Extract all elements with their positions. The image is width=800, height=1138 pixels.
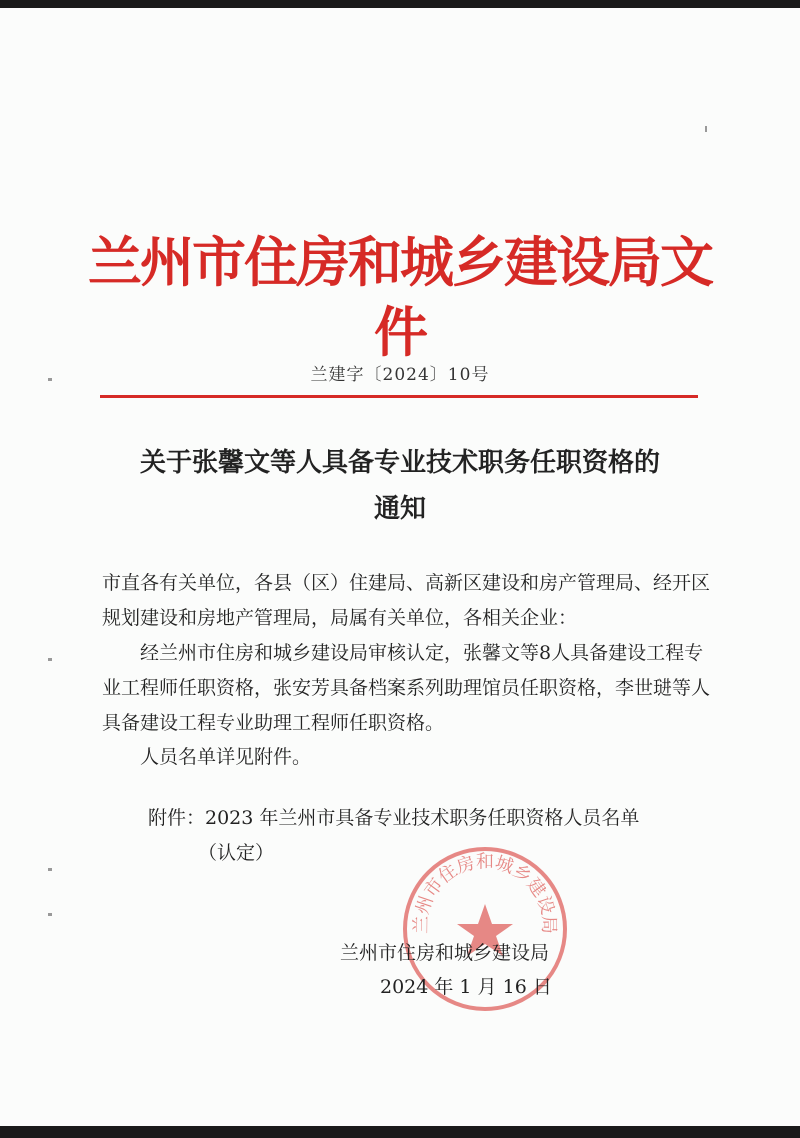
- scan-mark: [48, 658, 52, 661]
- notice-title-line-1: 关于张馨文等人具备专业技术职务任职资格的: [139, 448, 660, 478]
- scan-mark: [705, 126, 707, 132]
- seal-text: 兰州市住房和城乡建设局: [410, 851, 560, 934]
- signature-organization: 兰州市住房和城乡建设局: [340, 942, 550, 964]
- notice-title-line-2: 通知: [373, 494, 426, 524]
- addressee-paragraph: 市直各有关单位，各县（区）住建局、高新区建设和房产管理局、经开区规划建设和房地产管理局，局属有关单位，各相关企业：: [102, 572, 711, 629]
- signature-block: [340, 936, 640, 1004]
- document-number: 兰建字〔2024〕10号: [310, 365, 490, 385]
- document-page: [0, 8, 800, 1126]
- signature-date: 2024 年 1 月 16 日: [380, 976, 552, 998]
- scan-mark: [48, 378, 52, 381]
- scan-mark: [48, 913, 52, 916]
- scan-mark: [48, 868, 52, 871]
- note-paragraph: 人员名单详见附件。: [140, 746, 312, 768]
- red-divider-line: [100, 395, 698, 398]
- attachment-line-1: 附件：2023 年兰州市具备专业技术职务任职资格人员名单: [148, 807, 640, 829]
- notice-title: [80, 440, 720, 532]
- attachment-line-2: （认定）: [198, 842, 275, 864]
- main-paragraph: 经兰州市住房和城乡建设局审核认定，张馨文等8人具备建设工程专业工程师任职资格，张安芳具备档案系列助理馆员任职资格，李世琎等人具备建设工程专业助理工程师任职资格。: [102, 642, 711, 734]
- document-header-title: 兰州市住房和城乡建设局文件: [88, 231, 712, 364]
